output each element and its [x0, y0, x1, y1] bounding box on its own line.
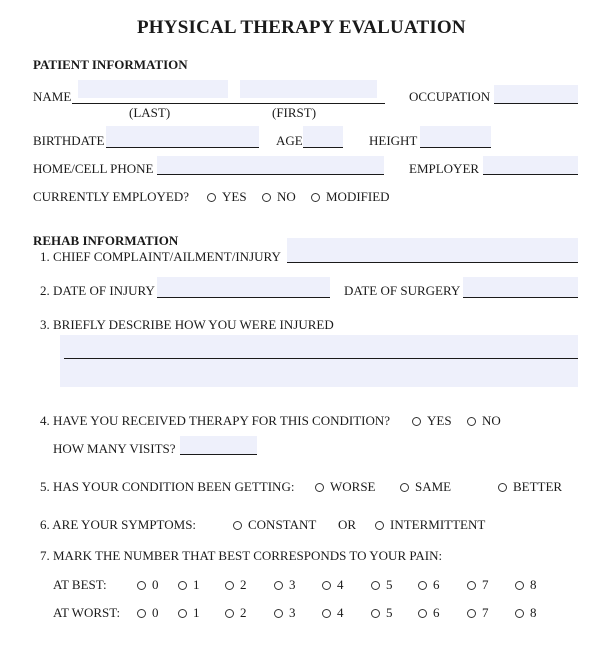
radio-icon: [400, 483, 409, 492]
page-title: PHYSICAL THERAPY EVALUATION: [137, 17, 466, 38]
best-pain-6[interactable]: 6: [418, 577, 440, 593]
radio-icon: [137, 609, 146, 618]
age-field[interactable]: [303, 126, 343, 148]
phone-label: HOME/CELL PHONE: [33, 161, 154, 176]
q6-label: 6. ARE YOUR SYMPTOMS:: [40, 517, 197, 532]
date-of-surgery-field[interactable]: [463, 277, 578, 298]
radio-icon: [225, 609, 234, 618]
q2-surgery-label: DATE OF SURGERY: [344, 283, 461, 298]
q4-label: 4. HAVE YOU RECEIVED THERAPY FOR THIS CONDITION?: [40, 413, 391, 428]
radio-icon: [467, 581, 476, 590]
therapy-yes-option[interactable]: YES: [412, 413, 452, 429]
employed-no-option[interactable]: NO: [262, 189, 296, 205]
worst-pain-8[interactable]: 8: [515, 605, 537, 621]
best-pain-0[interactable]: 0: [137, 577, 159, 593]
date-of-injury-field[interactable]: [157, 277, 330, 298]
birthdate-field[interactable]: [106, 126, 259, 148]
last-name-caption: (LAST): [129, 105, 171, 120]
injury-description-area[interactable]: [60, 335, 578, 387]
radio-icon: [178, 609, 187, 618]
employed-label: CURRENTLY EMPLOYED?: [33, 189, 190, 204]
description-line: [64, 358, 578, 359]
or-label: OR: [338, 517, 357, 532]
best-pain-7[interactable]: 7: [467, 577, 489, 593]
patient-info-heading: PATIENT INFORMATION: [33, 57, 188, 72]
worst-pain-6[interactable]: 6: [418, 605, 440, 621]
q7-label: 7. MARK THE NUMBER THAT BEST CORRESPONDS TO YOUR PAIN:: [40, 548, 443, 563]
occupation-field[interactable]: [494, 85, 578, 104]
last-name-field[interactable]: [78, 80, 228, 98]
radio-icon: [315, 483, 324, 492]
radio-icon: [371, 581, 380, 590]
phone-field[interactable]: [157, 156, 384, 175]
worst-pain-4[interactable]: 4: [322, 605, 344, 621]
radio-icon: [412, 417, 421, 426]
employer-field[interactable]: [483, 156, 578, 175]
worst-pain-7[interactable]: 7: [467, 605, 489, 621]
radio-icon: [322, 581, 331, 590]
radio-icon: [274, 609, 283, 618]
radio-icon: [467, 609, 476, 618]
visits-label: HOW MANY VISITS?: [53, 441, 176, 456]
therapy-no-option[interactable]: NO: [467, 413, 501, 429]
radio-icon: [515, 609, 524, 618]
radio-icon: [311, 193, 320, 202]
radio-icon: [515, 581, 524, 590]
radio-icon: [178, 581, 187, 590]
height-label: HEIGHT: [369, 133, 418, 148]
q2-injury-label: 2. DATE OF INJURY: [40, 283, 155, 298]
worst-pain-2[interactable]: 2: [225, 605, 247, 621]
height-field[interactable]: [420, 126, 491, 148]
symptoms-intermittent-option[interactable]: INTERMITTENT: [375, 517, 485, 533]
symptoms-constant-option[interactable]: CONSTANT: [233, 517, 316, 533]
radio-icon: [322, 609, 331, 618]
best-pain-5[interactable]: 5: [371, 577, 393, 593]
worst-pain-0[interactable]: 0: [137, 605, 159, 621]
first-name-field[interactable]: [240, 80, 377, 98]
radio-icon: [262, 193, 271, 202]
condition-worse-option[interactable]: WORSE: [315, 479, 376, 495]
worst-pain-5[interactable]: 5: [371, 605, 393, 621]
radio-icon: [418, 609, 427, 618]
radio-icon: [467, 417, 476, 426]
visits-field[interactable]: [180, 436, 257, 455]
condition-same-option[interactable]: SAME: [400, 479, 451, 495]
worst-pain-3[interactable]: 3: [274, 605, 296, 621]
radio-icon: [418, 581, 427, 590]
first-name-caption: (FIRST): [272, 105, 317, 120]
radio-icon: [225, 581, 234, 590]
q5-label: 5. HAS YOUR CONDITION BEEN GETTING:: [40, 479, 295, 494]
best-pain-4[interactable]: 4: [322, 577, 344, 593]
employer-label: EMPLOYER: [409, 161, 480, 176]
radio-icon: [371, 609, 380, 618]
radio-icon: [207, 193, 216, 202]
radio-icon: [498, 483, 507, 492]
condition-better-option[interactable]: BETTER: [498, 479, 562, 495]
at-best-label: AT BEST:: [53, 577, 107, 592]
employed-modified-option[interactable]: MODIFIED: [311, 189, 390, 205]
best-pain-1[interactable]: 1: [178, 577, 200, 593]
name-label: NAME: [33, 89, 72, 104]
age-label: AGE: [276, 133, 303, 148]
radio-icon: [233, 521, 242, 530]
q1-label: 1. CHIEF COMPLAINT/AILMENT/INJURY: [40, 249, 281, 264]
at-worst-label: AT WORST:: [53, 605, 121, 620]
best-pain-2[interactable]: 2: [225, 577, 247, 593]
radio-icon: [375, 521, 384, 530]
q3-label: 3. BRIEFLY DESCRIBE HOW YOU WERE INJURED: [40, 317, 334, 332]
radio-icon: [137, 581, 146, 590]
best-pain-8[interactable]: 8: [515, 577, 537, 593]
best-pain-3[interactable]: 3: [274, 577, 296, 593]
radio-icon: [274, 581, 283, 590]
chief-complaint-field[interactable]: [287, 238, 578, 263]
birthdate-label: BIRTHDATE: [33, 133, 105, 148]
occupation-label: OCCUPATION: [409, 89, 491, 104]
worst-pain-1[interactable]: 1: [178, 605, 200, 621]
employed-yes-option[interactable]: YES: [207, 189, 247, 205]
rehab-info-heading: REHAB INFORMATION: [33, 233, 179, 248]
